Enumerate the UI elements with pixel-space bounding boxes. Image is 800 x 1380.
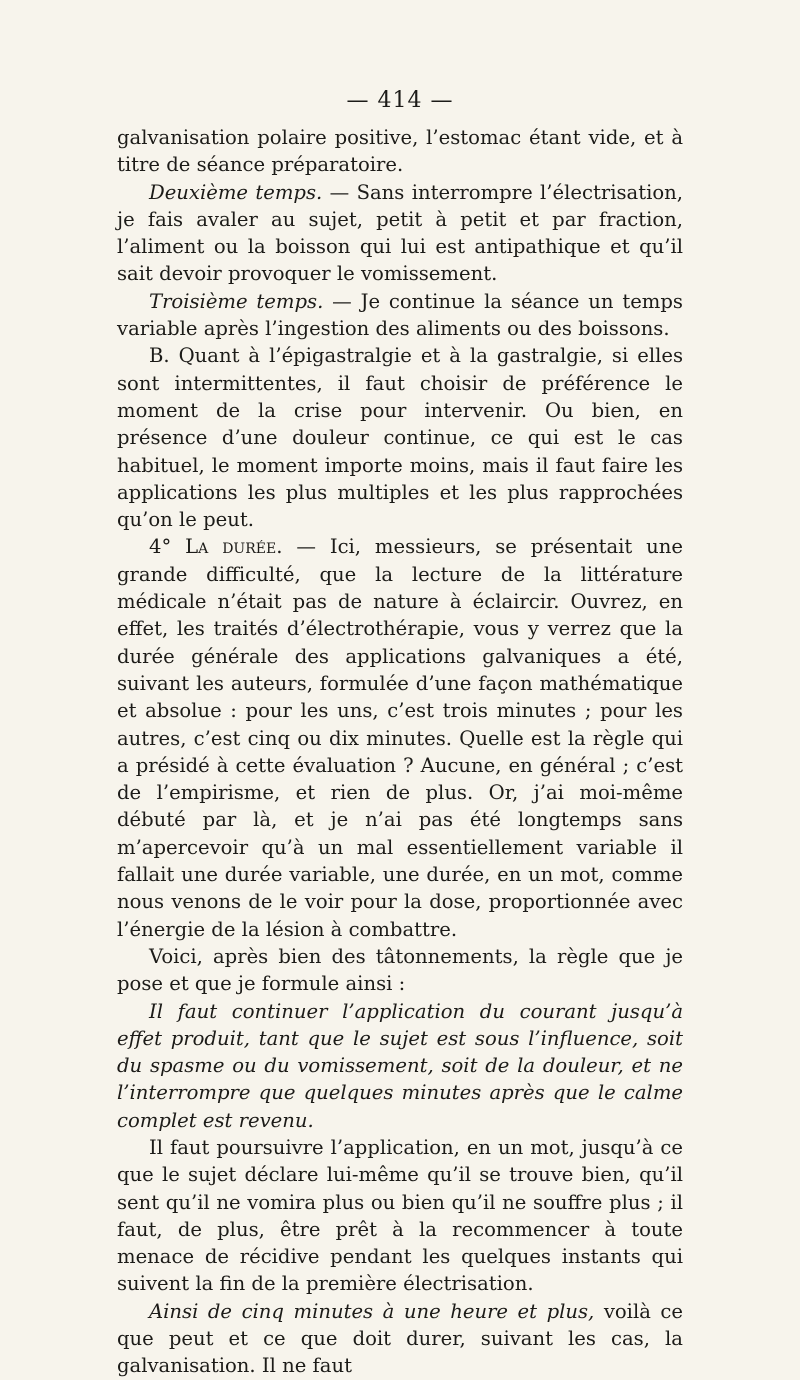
paragraph-poursuivre: Il faut poursuivre l’application, en un mot, jusqu’à ce que le sujet déclare lui-même qu’il se trouve bien, qu’il sent qu’il ne vomira plus ou bien qu’il ne souffre plus ; il faut, de plus, être prêt à la recommencer à toute menace de récidive pendant les quelques instants qui suivent la fin de la première électrisation. [117, 1135, 683, 1296]
paragraph-la-duree: 4° La durée. — Ici, messieurs, se présentait une grande difficulté, que la lecture de la littérature médicale n’était pas de nature à éclaircir. Ouvrez, en effet, les traités d’électrothérapie, vous y verrez que la durée générale des applications galvaniques a été, suivant les auteurs, formulée d’une façon mathématique et absolue : pour les uns, c’est trois minutes ; pour les autres, c’est cinq ou dix minutes. Quelle est la règle qui a présidé à cette évaluation ? Aucune, en général ; c’est de l’empirisme, et rien de plus. Or, j’ai moi-même débuté par là, et je n’ai pas été longtemps sans m’apercevoir qu’à un mal essentiellement variable il fallait une durée variable, une durée, en un mot, comme nous venons de le voir pour la dose, proportionnée avec l’énergie de la lésion à combattre. [117, 535, 684, 941]
paragraph-rule-statement: Il faut continuer l’application du courant jusqu’à effet produit, tant que le sujet est sous l’influence, soit du spasme ou du vomissement, soit de la douleur, et ne l’interrompre que quelques minutes après que le calme complet est revenu. [117, 999, 683, 1132]
section-heading: La durée. [185, 535, 283, 559]
run-in-emphasis: Ainsi de cinq minutes à une heure et plus, [149, 1299, 595, 1323]
paragraph-troisieme-temps: Troisième temps. — Je continue la séance un temps variable après l’ingestion des aliments ou des boissons. [117, 289, 683, 341]
body-text [117, 124, 683, 1380]
page-number: — 414 — [346, 88, 454, 113]
paragraph-ainsi: Ainsi de cinq minutes à une heure et plus, voilà ce que peut et ce que doit durer, suivant les cas, la galvanisation. Il ne faut [117, 1299, 684, 1378]
paragraph-deuxieme-temps: Deuxième temps. — Sans interrompre l’électrisation, je fais avaler au sujet, petit à petit et par fraction, l’aliment ou la boisson qui lui est antipathique et qu’il sait devoir provoquer le vomissement. [117, 180, 683, 286]
paragraph-b-gastralgie: B. Quant à l’épigastralgie et à la gastralgie, si elles sont intermittentes, il faut choisir de préférence le moment de la crise pour intervenir. Ou bien, en présence d’une douleur continue, ce qui est le cas habituel, le moment importe moins, mais il faut faire les applications les plus multiples et les plus rapprochées qu’on le peut. [117, 344, 683, 532]
paragraph-continuation: galvanisation polaire positive, l’estomac étant vide, et à titre de séance préparatoire. [117, 126, 683, 177]
run-in-heading: Deuxième temps. [149, 180, 323, 204]
paragraph-regle: Voici, après bien des tâtonnements, la règle que je pose et que je formule ainsi : [117, 944, 683, 996]
run-in-heading: Troisième temps. [149, 289, 324, 313]
